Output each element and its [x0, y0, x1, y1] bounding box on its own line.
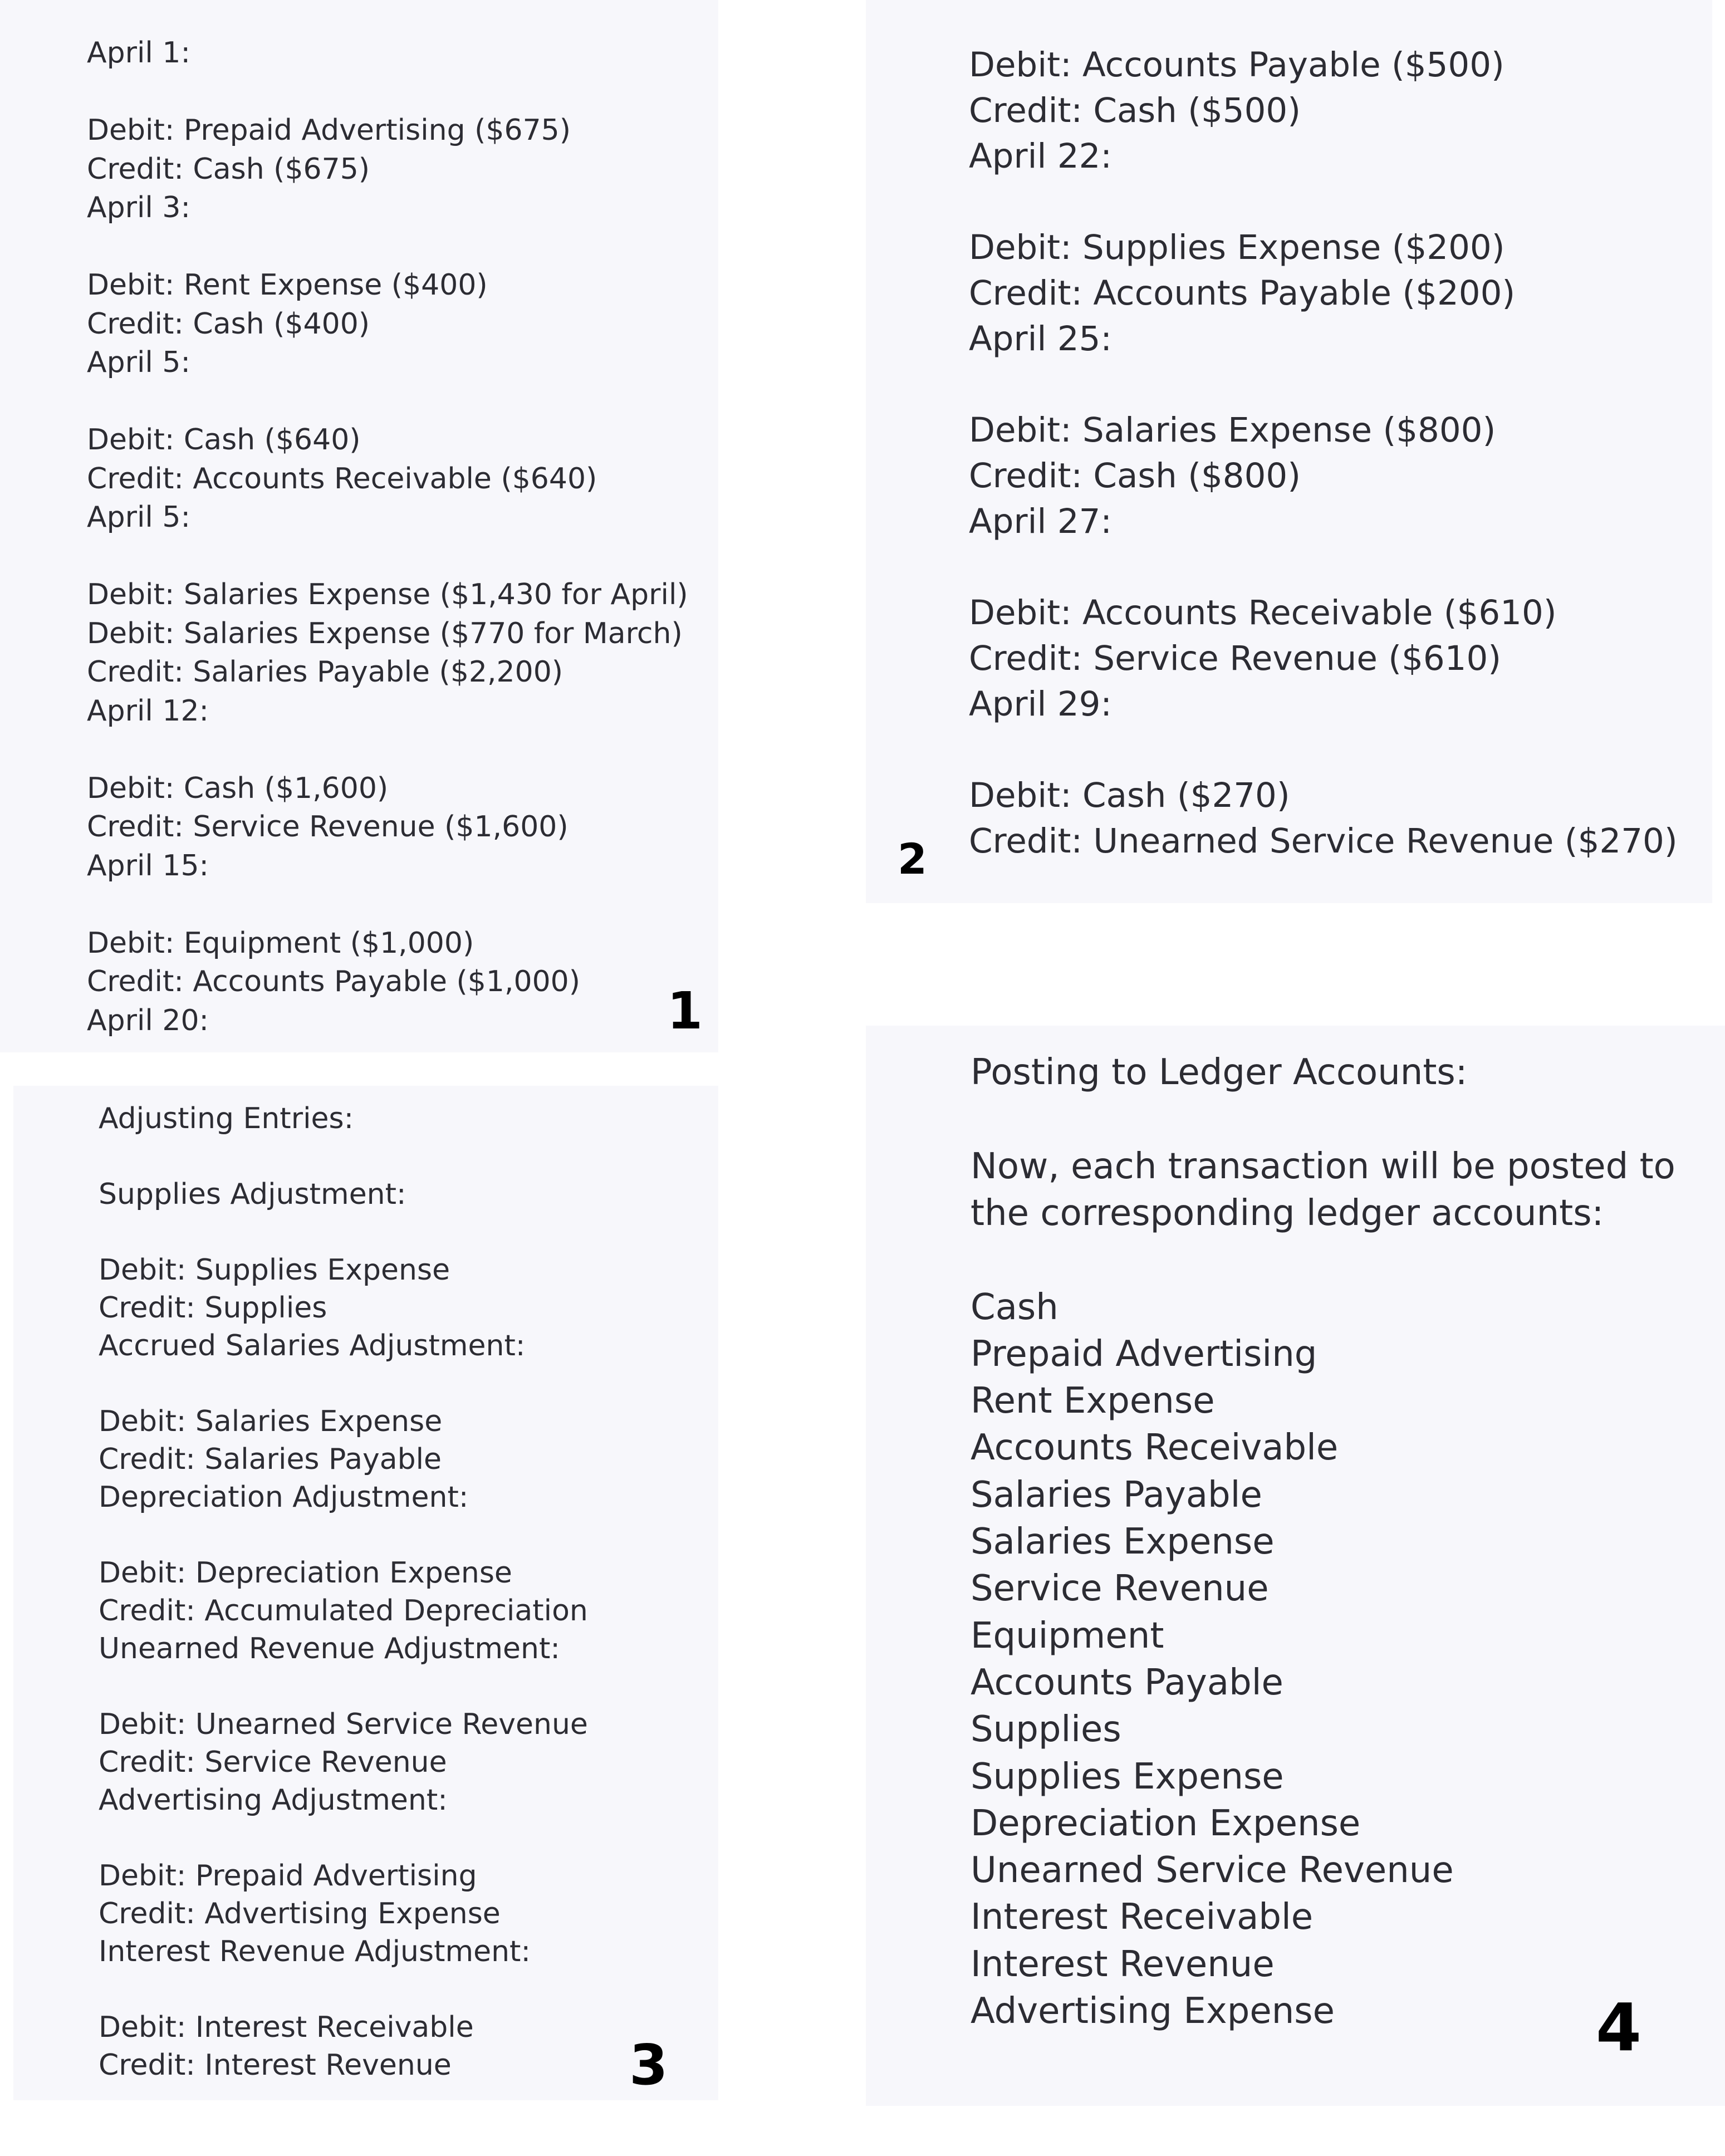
- text-line: Now, each transaction will be posted to: [971, 1145, 1675, 1187]
- text-line: Debit: Prepaid Advertising ($675): [87, 114, 571, 147]
- text-line: Supplies Adjustment:: [99, 1178, 406, 1211]
- text-line: Interest Revenue Adjustment:: [99, 1935, 531, 1968]
- text-line: April 27:: [969, 502, 1112, 541]
- text-line: Debit: Supplies Expense: [99, 1253, 450, 1287]
- text-line: April 15:: [87, 849, 209, 883]
- text-line: April 22:: [969, 136, 1112, 176]
- text-line: Credit: Cash ($500): [969, 91, 1301, 130]
- text-line: Depreciation Adjustment:: [99, 1481, 469, 1514]
- text-line: Accounts Payable: [971, 1662, 1283, 1703]
- panel-number-1: 1: [667, 981, 703, 1041]
- text-line: April 20:: [87, 1003, 209, 1037]
- text-line: Credit: Service Revenue: [99, 1746, 447, 1779]
- text-line: Cash: [971, 1286, 1058, 1328]
- text-line: Service Revenue: [971, 1568, 1269, 1610]
- text-line: Credit: Accumulated Depreciation: [99, 1594, 588, 1628]
- text-line: Debit: Salaries Expense: [99, 1405, 443, 1438]
- text-line: Prepaid Advertising: [971, 1333, 1317, 1375]
- text-line: Credit: Accounts Payable ($1,000): [87, 965, 581, 998]
- text-line: Credit: Interest Revenue: [99, 2049, 452, 2082]
- text-line: Credit: Supplies: [99, 1291, 327, 1325]
- text-line: Interest Revenue: [971, 1943, 1275, 1985]
- text-line: Debit: Salaries Expense ($1,430 for April): [87, 578, 688, 611]
- text-line: April 3:: [87, 191, 190, 224]
- text-line: Debit: Depreciation Expense: [99, 1556, 512, 1590]
- text-line: April 12:: [87, 694, 209, 728]
- text-line: Debit: Cash ($640): [87, 423, 361, 457]
- text-line: Unearned Service Revenue: [971, 1850, 1454, 1892]
- text-line: Credit: Cash ($675): [87, 152, 370, 186]
- text-line: Salaries Expense: [971, 1521, 1275, 1562]
- text-line: Advertising Adjustment:: [99, 1783, 448, 1817]
- text-line: Depreciation Expense: [971, 1802, 1361, 1844]
- panel-number-2: 2: [898, 834, 927, 884]
- text-line: Credit: Cash ($400): [87, 307, 370, 341]
- text-line: Credit: Service Revenue ($610): [969, 639, 1502, 678]
- text-line: Debit: Cash ($1,600): [87, 771, 389, 805]
- text-line: Debit: Accounts Payable ($500): [969, 45, 1505, 85]
- text-line: Interest Receivable: [971, 1897, 1314, 1938]
- panel-number-3: 3: [629, 2032, 668, 2098]
- text-line: Credit: Accounts Payable ($200): [969, 273, 1516, 313]
- text-line: Credit: Salaries Payable: [99, 1443, 442, 1476]
- text-line: April 5:: [87, 501, 190, 534]
- text-line: Debit: Interest Receivable: [99, 2011, 474, 2044]
- text-line: Equipment: [971, 1615, 1164, 1657]
- text-line: Debit: Rent Expense ($400): [87, 268, 488, 302]
- text-line: Accounts Receivable: [971, 1427, 1339, 1469]
- text-line: Debit: Equipment ($1,000): [87, 926, 474, 960]
- text-line: Credit: Accounts Receivable ($640): [87, 462, 597, 496]
- text-line: Rent Expense: [971, 1380, 1215, 1422]
- text-line: April 5:: [87, 346, 190, 379]
- text-line: Accrued Salaries Adjustment:: [99, 1329, 526, 1363]
- text-line: April 29:: [969, 684, 1112, 724]
- text-line: Supplies: [971, 1709, 1121, 1751]
- text-line: Credit: Service Revenue ($1,600): [87, 810, 569, 844]
- text-line: Credit: Salaries Payable ($2,200): [87, 655, 563, 689]
- text-line: Posting to Ledger Accounts:: [971, 1052, 1468, 1093]
- text-line: Debit: Supplies Expense ($200): [969, 228, 1505, 267]
- text-line: Credit: Advertising Expense: [99, 1897, 501, 1930]
- panel-number-4: 4: [1596, 1989, 1642, 2066]
- text-line: Debit: Accounts Receivable ($610): [969, 593, 1557, 633]
- text-line: Adjusting Entries:: [99, 1102, 354, 1135]
- text-line: Debit: Salaries Expense ($770 for March): [87, 616, 683, 650]
- text-line: Supplies Expense: [971, 1756, 1284, 1797]
- text-line: Credit: Cash ($800): [969, 456, 1301, 496]
- text-line: April 25:: [969, 319, 1112, 359]
- text-line: the corresponding ledger accounts:: [971, 1192, 1604, 1234]
- text-line: Advertising Expense: [971, 1991, 1335, 2032]
- text-line: Credit: Unearned Service Revenue ($270): [969, 821, 1678, 861]
- journal-entries-panel-2: [866, 0, 1712, 903]
- text-line: Debit: Salaries Expense ($800): [969, 410, 1496, 450]
- text-line: Salaries Payable: [971, 1474, 1262, 1516]
- text-line: Debit: Cash ($270): [969, 776, 1290, 815]
- text-line: Debit: Unearned Service Revenue: [99, 1708, 588, 1741]
- text-line: April 1:: [87, 36, 190, 70]
- text-line: Unearned Revenue Adjustment:: [99, 1632, 560, 1665]
- text-line: Debit: Prepaid Advertising: [99, 1859, 477, 1893]
